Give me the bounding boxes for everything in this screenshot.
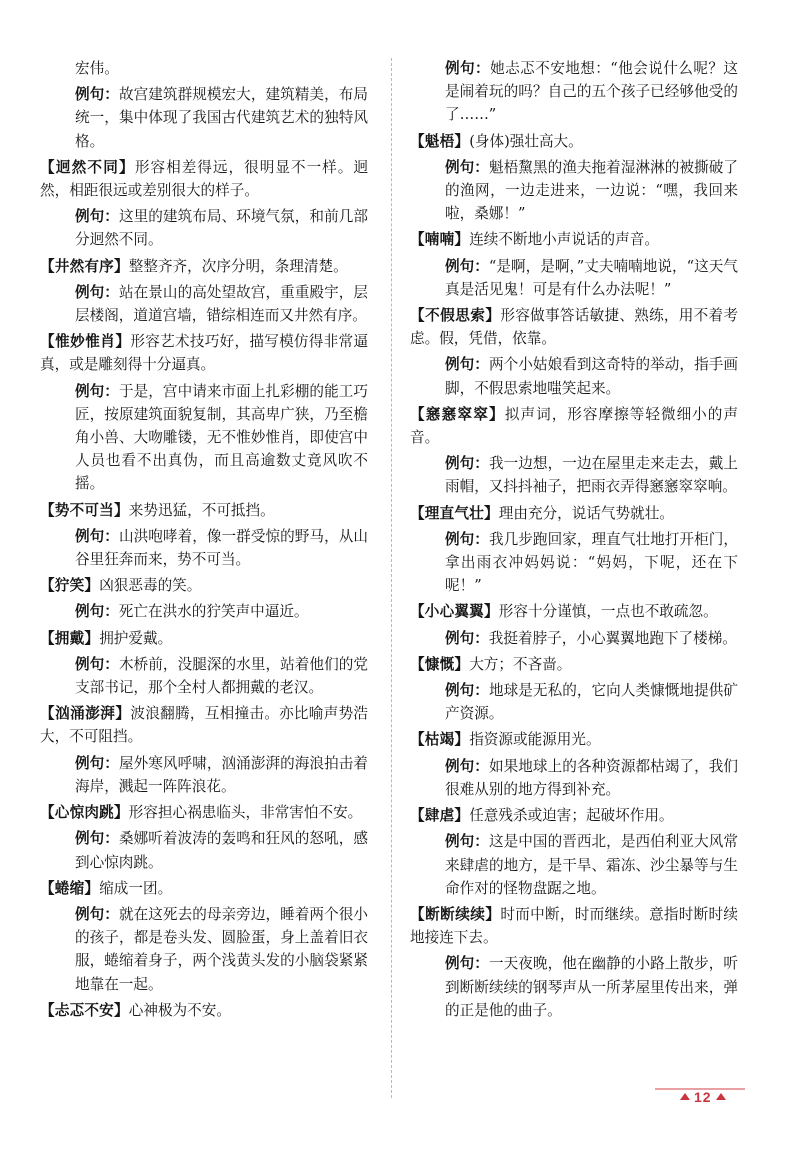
vocab-entry: 【不假思索】形容做事答话敏捷、熟练，用不着考虑。假，凭借，依靠。 xyxy=(410,307,738,348)
vocab-term: 【心惊肉跳】 xyxy=(40,804,129,822)
vocab-term: 【汹涌澎湃】 xyxy=(40,705,131,723)
vocab-term: 【惟妙惟肖】 xyxy=(40,333,131,351)
vocab-term: 【井然有序】 xyxy=(40,257,129,275)
vocab-entry: 【拥戴】拥护爱戴。 xyxy=(40,629,173,647)
vocab-entry: 【忐忑不安】心神极为不安。 xyxy=(40,1001,231,1019)
vocab-term: 【蜷缩】 xyxy=(40,879,100,897)
vocab-term: 【理直气壮】 xyxy=(410,504,499,522)
vocab-entry: 【井然有序】整整齐齐，次序分明，条理清楚。 xyxy=(40,257,348,275)
vocab-entry: 【惟妙惟肖】形容艺术技巧好，描写模仿得非常逼真，或是雕刻得十分逼真。 xyxy=(40,333,368,374)
vocab-entry: 【断断续续】时而中断，时而继续。意指时断时续地接连下去。 xyxy=(410,905,738,947)
example-sentence: 例句：就在这死去的母亲旁边，睡着两个很小的孩子，都是卷头发、圆脸蛋，身上盖着旧衣服，蜷缩着身子，两个浅黄头发的小脑袋紧紧地靠在一起。 xyxy=(75,905,368,993)
example-sentence: 例句：这是中国的晋西北，是西伯利亚大风常来肆虐的地方，是干旱、霜冻、沙尘暴等与生命作对的怪物盘踞之地。 xyxy=(445,833,738,897)
left-column xyxy=(40,57,368,1025)
vocab-entry: 【小心翼翼】形容十分谨慎，一点也不敢疏忽。 xyxy=(410,603,718,621)
example-sentence: 例句：地球是无私的，它向人类慷慨地提供矿产资源。 xyxy=(445,682,738,723)
vocab-entry: 【窸窸窣窣】拟声词，形容摩擦等轻微细小的声音。 xyxy=(410,405,738,447)
vocab-entry: 【慷慨】大方；不吝啬。 xyxy=(410,655,572,673)
vocab-entry: 【汹涌澎湃】波浪翻腾，互相撞击。亦比喻声势浩大，不可阻挡。 xyxy=(40,705,368,746)
vocab-term: 【慷慨】 xyxy=(410,655,470,673)
vocab-term: 【势不可当】 xyxy=(40,501,129,519)
example-sentence: 例句：山洪咆哮着，像一群受惊的野马，从山谷里狂奔而来，势不可当。 xyxy=(75,527,368,569)
example-sentence: 例句：“是啊，是啊，”丈夫喃喃地说，“这天气真是活见鬼！可是有什么办法呢！” xyxy=(445,257,738,298)
vocab-entry: 【心惊肉跳】形容担心祸患临头，非常害怕不安。 xyxy=(40,804,363,822)
vocab-entry: 【枯竭】指资源或能源用光。 xyxy=(410,731,601,749)
vocab-term: 【迥然不同】 xyxy=(40,158,135,176)
vocab-entry: 【肆虐】任意残杀或迫害；起破坏作用。 xyxy=(410,807,674,825)
vocab-entry: 【理直气壮】理由充分，说话气势就壮。 xyxy=(410,504,674,522)
example-sentence: 例句：如果地球上的各种资源都枯竭了，我们很难从别的地方得到补充。 xyxy=(445,757,738,798)
page-number: 12 xyxy=(676,1089,730,1105)
example-sentence: 例句：她忐忑不安地想：“他会说什么呢？这是闹着玩的吗？自己的五个孩子已经够他受的了……” xyxy=(445,60,738,124)
example-sentence: 例句：一天夜晚，他在幽静的小路上散步，听到断断续续的钢琴声从一所茅屋里传出来，弹的正是他的曲子。 xyxy=(445,955,738,1019)
example-sentence: 例句：魁梧黧黑的渔夫拖着湿淋淋的被撕破了的渔网，一边走进来，一边说：“嘿，我回来啦，桑娜！” xyxy=(445,158,738,223)
vocab-entry: 【狞笑】凶狠恶毒的笑。 xyxy=(40,577,202,595)
vocab-term: 【枯竭】 xyxy=(410,731,470,749)
vocab-entry: 【喃喃】连续不断地小声说话的声音。 xyxy=(410,231,659,249)
example-sentence: 例句：于是，宫中请来市面上扎彩棚的能工巧匠，按原建筑面貌复制，其高卑广狭，乃至檐角小兽、大吻雕镂，无不惟妙惟肖，即使宫中人员也看不出真伪，而且高逾数丈竟风吹不摇。 xyxy=(75,382,368,493)
example-sentence: 例句：我挺着脖子，小心翼翼地跑下了楼梯。 xyxy=(445,629,737,647)
example-sentence: 例句：站在景山的高处望故宫，重重殿宇，层层楼阁，道道宫墙，错综相连而又井然有序。 xyxy=(75,283,368,325)
column-divider xyxy=(391,58,392,1098)
example-sentence: 例句：我一边想，一边在屋里走来走去，戴上雨帽，又抖抖袖子，把雨衣弄得窸窸窣窣响。 xyxy=(445,455,738,496)
vocab-term: 【不假思索】 xyxy=(410,307,501,325)
vocab-entry: 【迥然不同】形容相差得远，很明显不一样。迥然，相距很远或差别很大的样子。 xyxy=(40,158,368,200)
vocab-term: 【断断续续】 xyxy=(410,905,501,923)
vocab-entry: 【蜷缩】缩成一团。 xyxy=(40,879,173,897)
example-sentence: 例句：两个小姑娘看到这奇特的举动，指手画脚，不假思索地嗤笑起来。 xyxy=(445,356,738,397)
vocab-term: 【喃喃】 xyxy=(410,231,470,249)
vocab-term: 【狞笑】 xyxy=(40,577,100,595)
example-sentence: 例句：屋外寒风呼啸，汹涌澎湃的海浪拍击着海岸，溅起一阵阵浪花。 xyxy=(75,754,368,795)
example-sentence: 例句：故宫建筑群规模宏大，建筑精美，布局统一，集中体现了我国古代建筑艺术的独特风格。 xyxy=(75,86,368,150)
right-column xyxy=(410,57,738,1025)
example-sentence: 例句：死亡在洪水的狞笑声中逼近。 xyxy=(75,603,309,621)
vocab-term: 【肆虐】 xyxy=(410,807,470,825)
triangle-icon xyxy=(680,1093,690,1100)
vocab-term: 【忐忑不安】 xyxy=(40,1001,129,1019)
example-sentence: 例句：桑娜听着波涛的轰鸣和狂风的怒吼，感到心惊肉跳。 xyxy=(75,830,368,871)
vocab-entry: 【魁梧】(身体)强壮高大。 xyxy=(410,132,583,150)
triangle-icon xyxy=(716,1093,726,1100)
example-sentence: 例句：木桥前，没腿深的水里，站着他们的党支部书记，那个全村人都拥戴的老汉。 xyxy=(75,655,368,697)
continuation-text: 宏伟。 xyxy=(75,60,119,77)
vocab-term: 【魁梧】 xyxy=(410,132,470,150)
vocab-term: 【小心翼翼】 xyxy=(410,603,499,621)
example-sentence: 例句：我几步跑回家，理直气壮地打开柜门，拿出雨衣冲妈妈说：“妈妈，下呢，还在下呢！” xyxy=(445,530,738,595)
vocab-term: 【窸窸窣窣】 xyxy=(410,405,505,423)
example-sentence: 例句：这里的建筑布局、环境气氛，和前几部分迥然不同。 xyxy=(75,208,368,249)
vocab-entry: 【势不可当】来势迅猛，不可抵挡。 xyxy=(40,501,275,519)
vocab-term: 【拥戴】 xyxy=(40,629,100,647)
